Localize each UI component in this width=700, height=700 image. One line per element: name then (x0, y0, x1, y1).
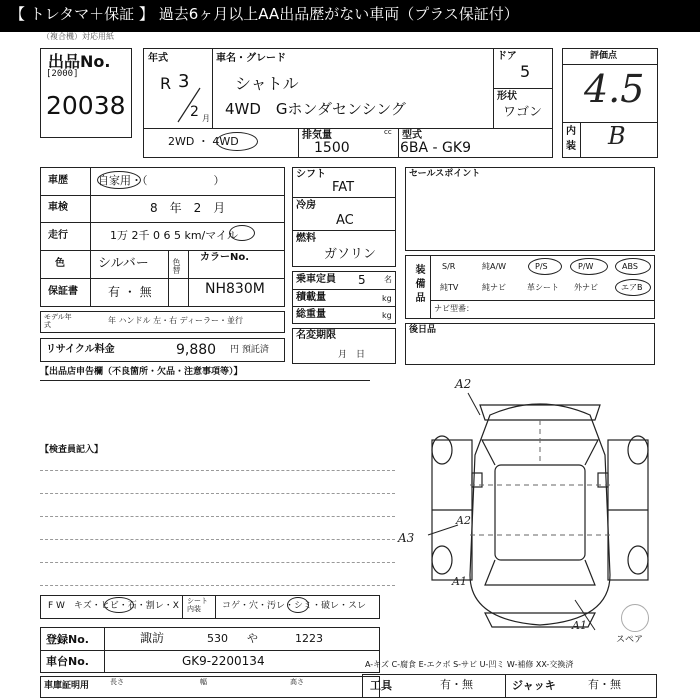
banner-text: 【 トレタマ＋保証 】 過去6ヶ月以上AA出品歴がない車両（プラス保証付） (10, 5, 519, 23)
interior-label-1: 内 (566, 126, 576, 137)
capacity-unit: 名 (384, 275, 392, 284)
history-label-4: 保証書 (48, 286, 78, 297)
equipment-label: 装備品 (413, 264, 424, 306)
spare-tire-icon (621, 604, 649, 632)
score-label: 評価点 (590, 51, 618, 61)
mark-roof: A2 (456, 514, 471, 527)
equip-ext-nav: 外ナビ (574, 283, 598, 292)
weight-label: 総重量 (296, 309, 326, 320)
cert-width: 幅 (200, 678, 207, 686)
score-value: 4.5 (584, 67, 645, 111)
equip-nav: 純ナビ (482, 283, 506, 292)
interior-label-2: 装 (566, 141, 576, 152)
dealer-report-label: 【出品店申告欄（不良箇所・欠品・注意事項等）】 (40, 367, 243, 377)
lot-stamp: [2000] (46, 69, 79, 79)
aircon-label: 冷房 (296, 200, 316, 211)
inspection-date-label: 名変期限 (296, 330, 336, 341)
inspection-date-unit: 月 日 (338, 350, 366, 360)
equip-airbag-circle (615, 279, 651, 296)
history-label-1: 車検 (48, 202, 68, 213)
shift-label: シフト (296, 169, 326, 180)
history-value-3: シルバー (98, 256, 149, 271)
year-label: 年式 (148, 53, 168, 64)
equip-aw: 純A/W (482, 262, 507, 271)
color-no-label: カラーNo. (200, 252, 250, 263)
equip-airbag: エアB (621, 283, 643, 292)
weight-unit: kg (382, 311, 392, 320)
seat-interior-label: シート内装 (187, 597, 208, 613)
windshield-defects: F W キズ・ヒビ・石・割レ・X (48, 601, 179, 611)
seat-defects: コゲ・穴・汚レ・シミ・破レ・スレ (222, 601, 367, 611)
reg-place: 諏訪 (140, 631, 165, 645)
spare-label: スペア (616, 635, 644, 645)
recycle-label: リサイクル料金 (46, 344, 115, 355)
car-name: シャトル (235, 74, 299, 93)
lot-label: 出品No. (48, 52, 111, 71)
year-value: 3 (178, 71, 190, 92)
displacement-label: 排気量 (302, 130, 332, 141)
shape-label: 形状 (497, 91, 517, 102)
year-month-unit: 月 (202, 114, 210, 123)
equip-sr: S/R (442, 262, 456, 271)
cert-length: 長さ (110, 678, 124, 686)
tools-value: 有・無 (440, 678, 473, 691)
jack-label: ジャッキ (512, 679, 556, 692)
equip-pw: P/W (578, 262, 594, 271)
history-value-2: 1万 2千 0 6 5 km/マイル (110, 229, 239, 242)
model-code-value: 6BA - GK9 (400, 140, 471, 156)
color-no-value: NH830M (205, 281, 265, 297)
reg-number: 1223 (295, 632, 323, 645)
nav-model-label: ナビ型番： (434, 304, 474, 313)
fuel-label: 燃料 (296, 233, 316, 244)
damage-legend: A-キズ C-腐食 E-エクボ S-サビ U-凹ミ W-補修 XX-交換済 (365, 660, 574, 669)
equip-ps-circle (528, 258, 562, 275)
mark-rear-left: A1 (452, 575, 467, 588)
garage-cert-box (40, 676, 380, 698)
equip-tv: 純TV (440, 283, 459, 292)
car-damage-diagram (420, 375, 660, 635)
equip-ps: P/S (535, 262, 548, 271)
interior-score: B (608, 122, 626, 150)
history-value-1: 8 年 2 月 (150, 201, 226, 215)
garage-cert-label: 車庫証明用 (44, 681, 90, 691)
doors-label: ドア (497, 51, 517, 62)
reg-label: 登録No. (46, 633, 89, 646)
chassis-number: GK9-2200134 (182, 654, 265, 668)
shape-value: ワゴン (503, 105, 543, 120)
mark-rear-right: A1 (572, 619, 587, 632)
sheet-subtitle: （複合機）対応用紙 (42, 32, 114, 41)
aircon-value: AC (336, 213, 354, 228)
model-year-text: 年 ハンドル 左・右 ディーラー・並行 (108, 316, 243, 325)
load-label: 積載量 (296, 292, 326, 303)
stain-circle (287, 597, 309, 613)
sales-point-box (405, 167, 655, 251)
history-label-2: 走行 (48, 230, 68, 241)
mark-side: A3 (398, 531, 415, 545)
mark-front: A2 (455, 377, 472, 391)
color-swap-label: 色替 (172, 258, 181, 274)
displacement-unit: cc (384, 128, 392, 136)
history-value-0: 自家用・（ ） (98, 174, 225, 187)
private-use-circle (97, 171, 141, 189)
drive-type: 2WD ・ 4WD (168, 135, 239, 148)
equip-abs-circle (615, 258, 651, 275)
jack-value: 有・無 (588, 678, 621, 691)
car-name-label: 車名・グレード (216, 53, 286, 64)
fuel-value: ガソリン (324, 247, 377, 262)
equip-leather: 革シート (527, 283, 559, 292)
year-era: R (160, 74, 172, 93)
history-value-4: 有 ・ 無 (108, 285, 152, 299)
recycle-value: 9,880 (176, 342, 217, 358)
sales-point-label: セールスポイント (409, 169, 481, 179)
model-year-label: モデル年式 (44, 313, 72, 329)
equip-abs: ABS (622, 262, 638, 271)
inspector-notes-label: 【検査員記入】 (40, 445, 104, 455)
cert-height: 高さ (290, 678, 304, 686)
after-fit-label: 後日品 (409, 325, 437, 335)
crack-circle (104, 597, 134, 613)
tools-label: 工具 (370, 679, 392, 692)
capacity-label: 乗車定員 (296, 274, 336, 285)
lot-number: 20038 (46, 91, 126, 120)
after-fit-box (405, 323, 655, 365)
history-label-0: 車歴 (48, 175, 68, 186)
displacement-value: 1500 (314, 140, 350, 156)
year-month: 2 (190, 104, 199, 120)
equip-pw-circle (570, 258, 608, 275)
doors-value: 5 (520, 62, 531, 81)
capacity-value: 5 (358, 273, 366, 287)
car-grade: 4WD Gホンダセンシング (225, 100, 406, 118)
history-label-3: 色 (55, 258, 65, 269)
shift-value: FAT (332, 180, 355, 195)
km-circle (229, 225, 255, 241)
reg-kana: や (247, 632, 258, 645)
model-code-label: 型式 (402, 130, 422, 141)
drive-selected-circle (216, 132, 258, 151)
recycle-unit: 円 預託済 (230, 345, 269, 355)
load-unit: kg (382, 294, 392, 303)
reg-class: 530 (207, 632, 228, 645)
chassis-label: 車台No. (46, 655, 89, 668)
